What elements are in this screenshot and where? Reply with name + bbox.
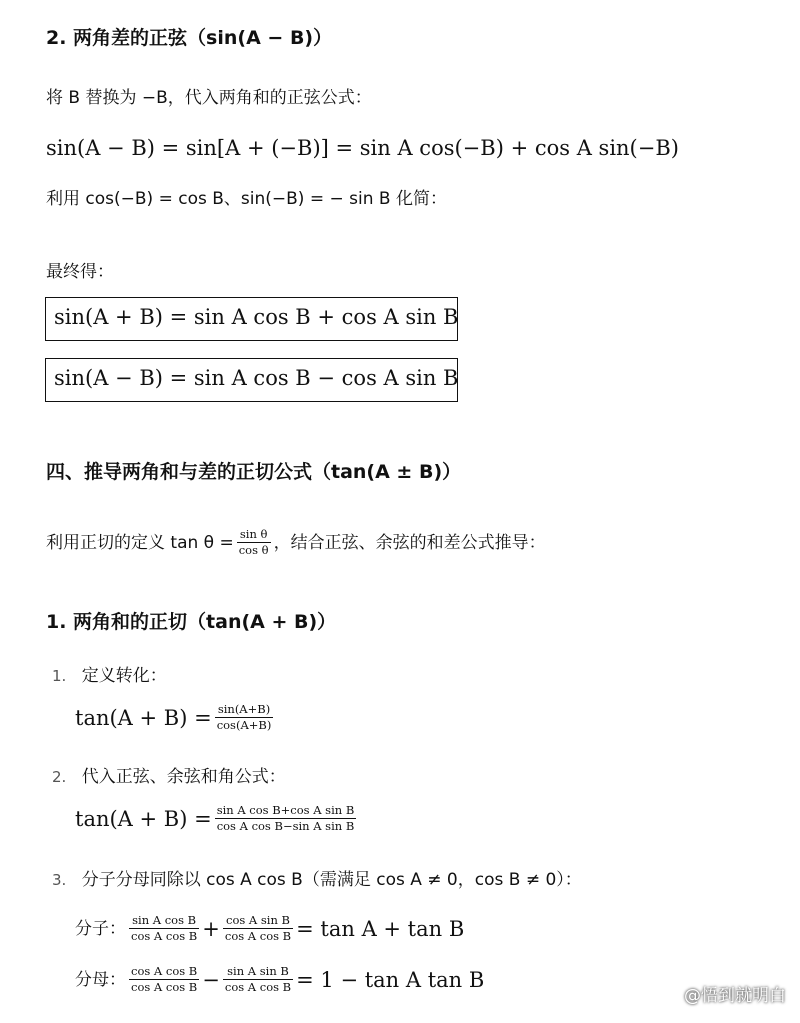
tangent-definition-prefix: 利用正切的定义 tan θ = <box>46 532 234 553</box>
fraction-numerator: sin(A+B) <box>215 703 274 718</box>
fraction-denominator: cos A cos B <box>224 980 292 994</box>
fraction-numerator: cos A sin B <box>223 914 293 929</box>
tangent-definition-line <box>46 528 546 557</box>
equation-lhs: tan(A + B) = <box>75 705 212 730</box>
fraction <box>223 965 293 994</box>
equation-lhs: tan(A + B) = <box>75 806 212 831</box>
fraction-denominator: cos A cos B <box>224 929 292 943</box>
denominator-derivation <box>75 965 484 994</box>
fraction-denominator: cos A cos B <box>131 929 198 943</box>
final-label: 最终得： <box>46 262 114 282</box>
fraction-tangent-definition <box>237 528 271 557</box>
step-number: 1. <box>52 667 67 685</box>
fraction-numerator: sin θ <box>237 528 271 543</box>
formula-sine-difference: sin(A − B) = sin A cos B − cos A sin B <box>54 366 459 390</box>
simplify-note: 利用 cos(−B) = cos B、sin(−B) = − sin B 化简： <box>46 189 447 209</box>
equation-step1 <box>75 703 276 732</box>
list-item <box>52 766 286 788</box>
fraction <box>215 804 357 833</box>
section-heading-tangent: 四、推导两角和与差的正切公式（tan(A ± B)） <box>46 461 462 483</box>
fraction-numerator: sin A cos B+cos A sin B <box>216 803 355 817</box>
watermark-text: @悟到就明白 <box>684 986 786 1006</box>
fraction <box>129 914 199 943</box>
boxed-formula-sine-difference <box>45 358 458 402</box>
numerator-derivation <box>75 914 464 943</box>
intro-substitution: 将 B 替换为 −B，代入两角和的正弦公式： <box>46 88 372 108</box>
list-item <box>52 869 582 891</box>
list-item <box>52 665 167 687</box>
fraction-numerator: sin A sin B <box>223 965 293 980</box>
numerator-result: = tan A + tan B <box>296 916 465 941</box>
fraction-denominator: cos A cos B <box>131 980 198 994</box>
operator-minus: − <box>202 967 220 992</box>
boxed-formula-sine-sum <box>45 297 458 341</box>
fraction-numerator: cos A cos B <box>131 964 198 978</box>
step-number: 2. <box>52 768 67 786</box>
fraction-denominator: cos A cos B−sin A sin B <box>216 819 355 833</box>
step-number: 3. <box>52 871 67 889</box>
step-label: 分子分母同除以 cos A cos B（需满足 cos A ≠ 0，cos B ≠ 0）： <box>81 870 582 890</box>
numerator-label: 分子： <box>75 918 126 939</box>
formula-sine-sum: sin(A + B) = sin A cos B + cos A sin B <box>54 305 459 329</box>
equation-step2 <box>75 804 359 833</box>
fraction-denominator: cos θ <box>238 543 269 557</box>
section-heading-sine-difference: 2. 两角差的正弦（sin(A − B)） <box>46 27 333 49</box>
equation-sine-difference-expansion: sin(A − B) = sin[A + (−B)] = sin A cos(−B) + cos A sin(−B) <box>46 136 679 160</box>
step-label: 定义转化： <box>81 666 167 686</box>
tangent-definition-suffix: ，结合正弦、余弦的和差公式推导： <box>273 532 546 553</box>
denominator-result: = 1 − tan A tan B <box>296 967 485 992</box>
operator-plus: + <box>202 916 220 941</box>
fraction <box>215 703 274 732</box>
fraction-numerator: sin A cos B <box>129 914 199 929</box>
fraction <box>223 914 293 943</box>
subsection-heading-tangent-sum: 1. 两角和的正切（tan(A + B)） <box>46 611 337 633</box>
fraction-denominator: cos(A+B) <box>216 718 272 732</box>
step-label: 代入正弦、余弦和角公式： <box>81 767 286 787</box>
fraction <box>129 965 199 994</box>
denominator-label: 分母： <box>75 969 126 990</box>
